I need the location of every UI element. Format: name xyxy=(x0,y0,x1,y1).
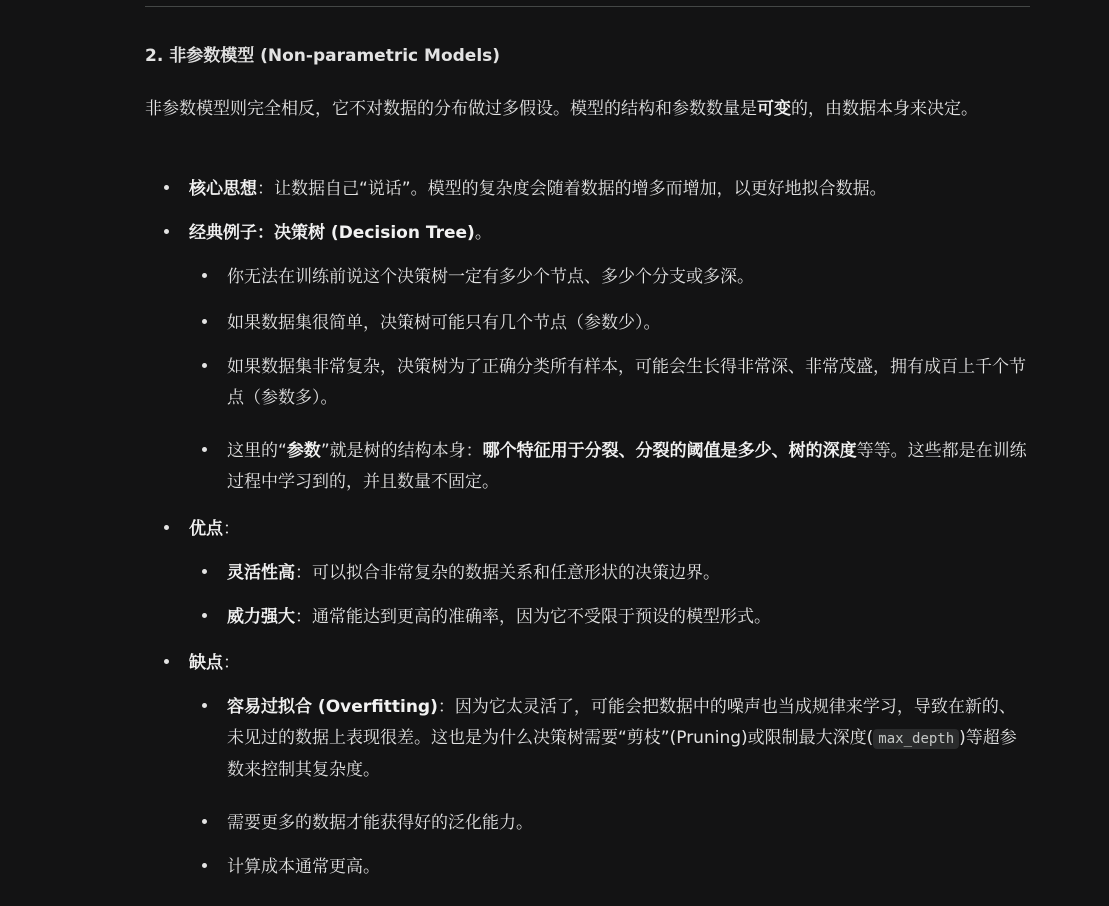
bullet xyxy=(198,602,210,633)
list-item-example-detail: 你无法在训练前说这个决策树一定有多少个节点、多少个分支或多深。 xyxy=(227,262,1030,293)
list-item-pros: 优点： xyxy=(189,514,1030,545)
bullet xyxy=(160,218,172,249)
bullet xyxy=(198,558,210,589)
intro-paragraph: 非参数模型则完全相反，它不对数据的分布做过多假设。模型的结构和参数数量是可变的，由数据本身来决定。 xyxy=(145,99,978,119)
list-item-example-detail: 如果数据集非常复杂，决策树为了正确分类所有样本，可能会生长得非常深、非常茂盛，拥有成百上千个节点（参数多）。 xyxy=(227,352,1030,414)
list-item-example-detail: 如果数据集很简单，决策树可能只有几个节点（参数少）。 xyxy=(227,308,1030,339)
inline-code: max_depth xyxy=(873,729,959,749)
list-item-pro: 灵活性高：可以拟合非常复杂的数据关系和任意形状的决策边界。 xyxy=(227,558,1030,589)
list-item-cons: 缺点： xyxy=(189,648,1030,679)
bullet xyxy=(160,514,172,545)
list-item-example: 经典例子：决策树 (Decision Tree)。 xyxy=(189,218,1030,249)
bullet xyxy=(160,648,172,679)
section-heading: 2. 非参数模型 (Non-parametric Models) xyxy=(145,46,501,66)
bullet xyxy=(198,352,210,383)
bullet xyxy=(198,262,210,293)
list-item-pro: 威力强大：通常能达到更高的准确率，因为它不受限于预设的模型形式。 xyxy=(227,602,1030,633)
list-item-con: 需要更多的数据才能获得好的泛化能力。 xyxy=(227,808,1030,839)
list-item-con: 计算成本通常更高。 xyxy=(227,852,1030,883)
bullet xyxy=(198,808,210,839)
bullet xyxy=(198,692,210,723)
bullet xyxy=(160,174,172,205)
bullet xyxy=(198,852,210,883)
list-item-core-idea: 核心思想：让数据自己“说话”。模型的复杂度会随着数据的增多而增加，以更好地拟合数据。 xyxy=(189,174,1030,205)
bullet xyxy=(198,436,210,467)
list-item-con: 容易过拟合 (Overfitting)：因为它太灵活了，可能会把数据中的噪声也当成规律来学习，导致在新的、未见过的数据上表现很差。这也是为什么决策树需要“剪枝”(Pruning)或限制最大深度( max_depth )等超参数来控制其复杂度。 xyxy=(227,692,1030,786)
bullet xyxy=(198,308,210,339)
section-divider xyxy=(145,6,1030,7)
list-item-example-detail: 这里的“参数”就是树的结构本身：哪个特征用于分裂、分裂的阈值是多少、树的深度等等。这些都是在训练过程中学习到的，并且数量不固定。 xyxy=(227,436,1030,498)
